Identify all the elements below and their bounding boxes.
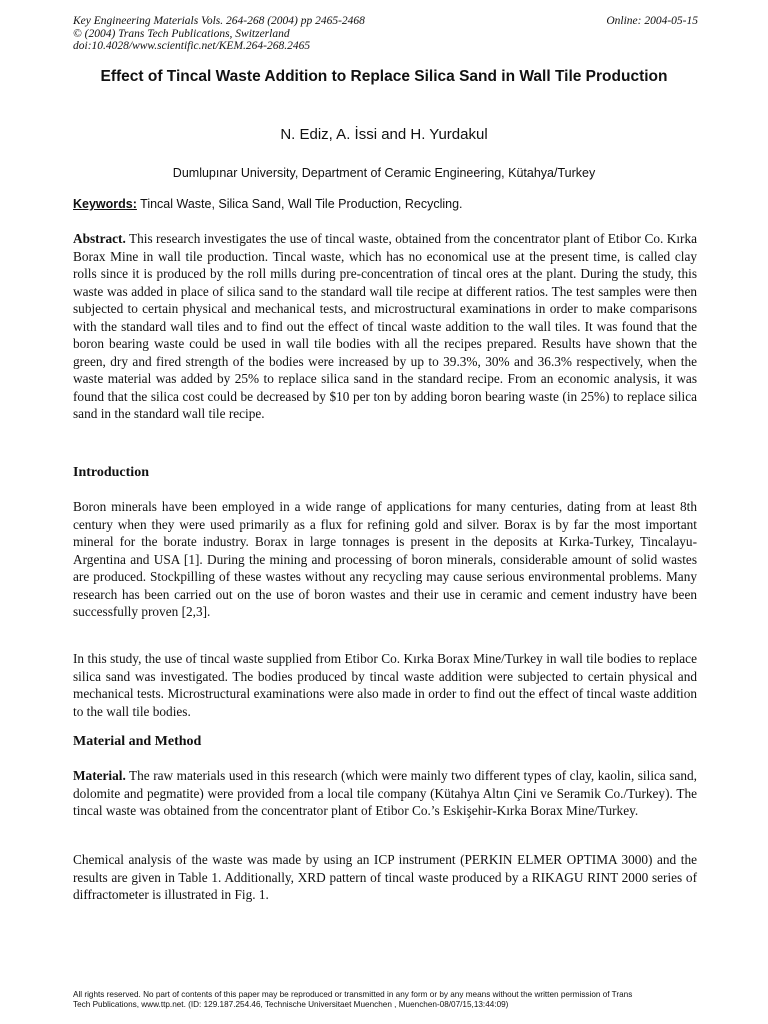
paper-authors: N. Ediz, A. İssi and H. Yurdakul xyxy=(280,126,488,143)
footer-line-2: Tech Publications, www.ttp.net. (ID: 129.187.254.46, Technische Universitaet Muenchen , Muenchen-08/07/15,13:44:09) xyxy=(73,999,509,1009)
copyright-footer xyxy=(73,990,697,1009)
online-date: Online: 2004-05-15 xyxy=(606,15,698,27)
material-text: The raw materials used in this research (which were mainly two different types of clay, kaolin, silica sand, dolomite and pegmatite) were provided from a local tile company (Kütahya Altın Çini ve Seramik Co./Turkey). The tincal waste was obtained from the concentrator plant of Etibor Co.’s Eskişehir-Kırka Borax Mine/Turkey. xyxy=(73,768,697,818)
copyright-line: © (2004) Trans Tech Publications, Switzerland xyxy=(73,27,290,40)
introduction-paragraph-1: Boron minerals have been employed in a wide range of applications for many centuries, dating from at least 8th century when they were used primarily as a flux for refining gold and silver. Borax is by far the most important mineral for the borate industry. Borax in large tonnages is present in the deposits at Kırka-Turkey, Tincalayu-Argentina and USA [1]. During the mining and processing of boron minerals, considerable amount of solid wastes are produced. Stockpilling of these wastes without any recycling may cause serious environmental problems. Many research has been carried out on the use of boron wastes and their use in ceramic and cement industry have been successfully proven [2,3]. xyxy=(73,499,697,619)
material-method-heading: Material and Method xyxy=(73,734,202,749)
footer-line-1: All rights reserved. No part of contents of this paper may be reproduced or transmitted in any form or by any means without the written permission of Trans xyxy=(73,990,633,999)
paper-title: Effect of Tincal Waste Addition to Replace Silica Sand in Wall Tile Production xyxy=(100,68,668,85)
abstract-label: Abstract. xyxy=(73,231,126,246)
doi-line: doi:10.4028/www.scientific.net/KEM.264-268.2465 xyxy=(73,40,311,52)
journal-header xyxy=(73,15,698,53)
journal-citation: Key Engineering Materials Vols. 264-268 (2004) pp 2465-2468 xyxy=(73,15,365,27)
keywords-line xyxy=(73,197,698,212)
abstract-paragraph xyxy=(73,230,697,423)
material-paragraph xyxy=(73,767,697,820)
keywords-text: Tincal Waste, Silica Sand, Wall Tile Production, Recycling. xyxy=(136,197,463,211)
author-affiliation: Dumlupınar University, Department of Ceramic Engineering, Kütahya/Turkey xyxy=(172,166,596,180)
method-paragraph-2: Chemical analysis of the waste was made by using an ICP instrument (PERKIN ELMER OPTIMA 3000) and the results are given in Table 1. Additionally, XRD pattern of tincal waste produced by a RIKAGU RINT 2000 series of diffractometer is illustrated in Fig. 1. xyxy=(73,852,697,902)
material-label: Material. xyxy=(73,768,126,783)
abstract-text: This research investigates the use of tincal waste, obtained from the concentrator plant of Etibor Co. Kırka Borax Mine in wall tile production. Tincal waste, which has no economical use at the present time, is called clay rolls since it is produced by the roll mills during pre-concentration of tincal ores at the plant. During the study, this waste was added in place of silica sand to the standard wall tile recipe at different ratios. The test samples were then subjected to certain physical and mechanical tests, and microstructural examinations in order to make comparisons with the standard wall tiles and to find out the effect of tincal waste addition to the wall tiles. It was found that the boron bearing waste could be used in wall tile bodies with all the recipes prepared. Results have shown that the green, dry and fired strength of the bodies were increased by up to 39.3%, 30% and 36.3% respectively, when the waste material was added by 25% to replace silica sand in the standard recipe. From an economic analysis, it was found that the silica cost could be decreased by $10 per ton by adding boron bearing waste (in 25%) to replace silica sand in the standard wall tile recipe. xyxy=(73,231,697,421)
keywords-label: Keywords: xyxy=(73,197,137,211)
introduction-paragraph-2: In this study, the use of tincal waste supplied from Etibor Co. Kırka Borax Mine/Turkey in wall tile bodies to replace silica sand was investigated. The bodies produced by tincal waste addition were subjected to certain physical and mechanical tests. Microstructural examinations were also made in order to find out the effect of tincal waste addition to the wall tile bodies. xyxy=(73,651,697,719)
introduction-heading: Introduction xyxy=(73,465,149,480)
